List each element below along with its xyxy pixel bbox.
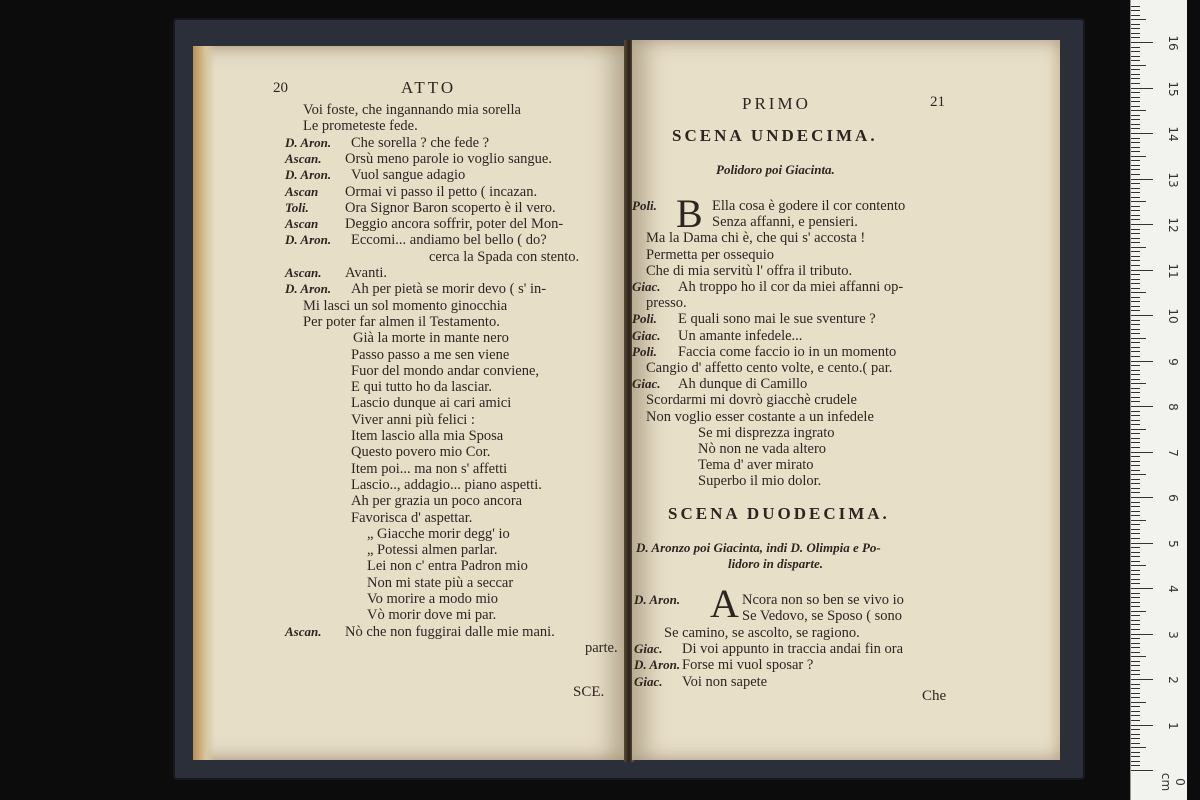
ruler-unit-label: 0 cm: [1159, 772, 1187, 792]
ruler-tick: [1131, 634, 1153, 635]
ruler-tick: [1131, 533, 1140, 534]
ruler-tick: [1131, 133, 1153, 134]
ruler-tick: [1131, 479, 1140, 480]
ruler-tick: [1131, 83, 1140, 84]
verse-line: Di voi appunto in traccia andai fin ora: [682, 640, 904, 657]
verse-line: Eccomi... andiamo bel bello ( do?: [351, 232, 547, 249]
ruler-tick: [1131, 110, 1146, 111]
ruler-tick: [1131, 511, 1140, 512]
verse-line: parte.: [585, 639, 618, 656]
verse-line: Mi lasci un sol momento ginocchia: [303, 297, 508, 314]
ruler-tick: [1131, 465, 1140, 466]
ruler-tick: [1131, 347, 1140, 348]
ruler-number: 14: [1166, 126, 1180, 142]
verse-line: Nò non ne vada altero: [698, 441, 827, 457]
drop-cap-b: B: [676, 191, 703, 236]
ruler-tick: [1131, 37, 1140, 38]
ruler-tick: [1131, 424, 1140, 425]
ruler-tick: [1131, 6, 1140, 7]
verse-line: presso.: [646, 295, 687, 312]
ruler-tick: [1131, 442, 1140, 443]
ruler-tick: [1131, 711, 1140, 712]
ruler-tick: [1131, 201, 1146, 202]
ruler-tick: [1131, 247, 1146, 248]
ruler-tick: [1131, 24, 1140, 25]
ruler-tick: [1131, 665, 1140, 666]
ruler-tick: [1131, 388, 1140, 389]
ruler-tick: [1131, 674, 1140, 675]
verse-line: Avanti.: [345, 265, 388, 281]
ruler-number: 11: [1166, 262, 1180, 279]
ruler-tick: [1131, 219, 1140, 220]
speaker-label: Toli.: [285, 199, 309, 215]
ruler-number: 10: [1166, 308, 1180, 324]
catchword-left: SCE.: [573, 684, 605, 700]
verse-line: Voi non sapete: [682, 673, 768, 690]
ruler-number: 6: [1166, 494, 1180, 502]
ruler-tick: [1131, 183, 1140, 184]
ruler-tick: [1131, 738, 1140, 739]
measuring-ruler: [1130, 0, 1187, 800]
verse-line: Fuor del mondo andar conviene,: [351, 362, 540, 379]
ruler-tick: [1131, 556, 1140, 557]
verse-line: Ah per pietà se morir devo ( s' in-: [351, 281, 547, 298]
ruler-tick: [1131, 15, 1140, 16]
ruler-tick: [1131, 725, 1153, 726]
ruler-tick: [1131, 438, 1140, 439]
ruler-tick: [1131, 688, 1140, 689]
verse-line: Lei non c' entra Padron mio: [367, 558, 528, 575]
speaker-label: D. Aron.: [285, 167, 332, 183]
ruler-tick: [1131, 470, 1140, 471]
ruler-tick: [1131, 406, 1153, 407]
ruler-tick: [1131, 147, 1140, 148]
ruler-tick: [1131, 579, 1140, 580]
ruler-tick: [1131, 515, 1140, 516]
speaker-label: Ascan.: [285, 265, 322, 280]
verse-line: Le prometeste fede.: [303, 118, 418, 135]
ruler-number: 5: [1166, 539, 1180, 548]
ruler-number: 7: [1166, 448, 1180, 457]
catchword-right: Che: [922, 688, 947, 704]
verse-line: Lascio dunque ai cari amici: [351, 395, 512, 412]
verse-line: Non mi state più a seccar: [367, 574, 514, 591]
ruler-tick: [1131, 397, 1140, 398]
ruler-tick: [1131, 74, 1140, 75]
ruler-tick: [1131, 629, 1140, 630]
ruler-tick: [1131, 69, 1140, 70]
ruler-tick: [1131, 706, 1140, 707]
ruler-tick: [1131, 288, 1140, 289]
ruler-tick: [1131, 78, 1140, 79]
ruler-tick: [1131, 229, 1140, 230]
ruler-tick: [1131, 42, 1153, 43]
speaker-label: Giac.: [632, 279, 661, 294]
running-header-left: ATTO: [401, 78, 457, 97]
ruler-tick: [1131, 611, 1146, 612]
ruler-number: 2: [1166, 676, 1180, 684]
ruler-tick: [1131, 447, 1140, 448]
ruler-tick: [1131, 233, 1140, 234]
ruler-tick: [1131, 256, 1140, 257]
ruler-tick: [1131, 151, 1140, 152]
ruler-tick: [1131, 661, 1140, 662]
ruler-tick: [1131, 292, 1146, 293]
verse-line: Vuol sangue adagio: [351, 167, 466, 184]
verse-line: Già la morte in mante nero: [353, 330, 509, 347]
ruler-tick: [1131, 215, 1140, 216]
speaker-label: Poli.: [632, 311, 657, 327]
ruler-tick: [1131, 747, 1146, 748]
drop-cap-a: A: [710, 581, 739, 626]
speaker-label: Giac.: [634, 673, 663, 689]
ruler-tick: [1131, 260, 1140, 261]
ruler-tick: [1131, 242, 1140, 243]
verse-line: Ah per grazia un poco ancora: [351, 493, 523, 510]
ruler-tick: [1131, 92, 1140, 93]
ruler-tick: [1131, 119, 1140, 120]
verse-line: Se camino, se ascolto, se ragiono.: [664, 624, 860, 641]
verse-line: Forse mi vuol sposar ?: [682, 657, 814, 674]
ruler-tick: [1131, 310, 1140, 311]
verse-line: Item poi... ma non s' affetti: [351, 460, 508, 477]
speaker-label: Giac.: [634, 640, 663, 656]
verse-line: Ma la Dama chi è, che qui s' accosta !: [646, 230, 866, 247]
ruler-tick: [1131, 583, 1140, 584]
ruler-tick: [1131, 574, 1140, 575]
ruler-tick: [1131, 142, 1140, 143]
ruler-tick: [1131, 756, 1140, 757]
speaker-label: D. Aron.: [285, 281, 332, 297]
page-number-right: 21: [930, 94, 945, 110]
speaker-label: D. Aron.: [285, 134, 332, 150]
ruler-tick: [1131, 169, 1140, 170]
verse-line: Ncora non so ben se vivo io: [742, 592, 904, 608]
verse-line: Un amante infedele...: [678, 327, 803, 344]
speaker-label: Ascan.: [285, 150, 322, 166]
scene-cast-duodecima-2: lidoro in disparte.: [728, 556, 823, 571]
ruler-tick: [1131, 270, 1153, 271]
verse-line: Se mi disprezza ingrato: [698, 424, 835, 441]
ruler-tick: [1131, 165, 1140, 166]
ruler-tick: [1131, 652, 1140, 653]
ruler-number: 16: [1166, 35, 1180, 51]
ruler-number: 3: [1166, 630, 1180, 639]
ruler-tick: [1131, 306, 1140, 307]
speaker-label: Poli.: [632, 198, 657, 213]
ruler-tick: [1131, 106, 1140, 107]
ruler-tick: [1131, 401, 1140, 402]
speaker-label: Poli.: [632, 343, 657, 359]
ruler-tick: [1131, 743, 1140, 744]
ruler-tick: [1131, 638, 1140, 639]
ruler-tick: [1131, 174, 1140, 175]
ruler-tick: [1131, 210, 1140, 211]
ruler-tick: [1131, 474, 1146, 475]
speaker-label: Giac.: [632, 327, 661, 343]
ruler-tick: [1131, 128, 1140, 129]
speaker-label: Ascan.: [285, 623, 322, 639]
verse-line: Ah troppo ho il cor da miei affanni op-: [678, 279, 904, 295]
ruler-tick: [1131, 415, 1140, 416]
ruler-tick: [1131, 370, 1140, 371]
ruler-tick: [1131, 729, 1140, 730]
ruler-tick: [1131, 456, 1140, 457]
ruler-tick: [1131, 51, 1140, 52]
ruler-tick: [1131, 497, 1153, 498]
ruler-tick: [1131, 620, 1140, 621]
ruler-tick: [1131, 238, 1140, 239]
ruler-number: 9: [1166, 357, 1180, 366]
verse-line: Non voglio esser costante a un infedele: [646, 408, 874, 425]
ruler-tick: [1131, 565, 1146, 566]
ruler-number: 1: [1166, 721, 1180, 730]
ruler-tick: [1131, 643, 1140, 644]
ruler-tick: [1131, 411, 1140, 412]
scene-cast-duodecima: D. Aronzo poi Giacinta, indi D. Olimpia e Po-: [636, 540, 881, 555]
verse-line: Ah dunque di Camillo: [678, 376, 808, 393]
verse-line: Nò che non fuggirai dalle mie mani.: [345, 623, 555, 640]
ruler-number: 12: [1166, 217, 1180, 233]
ruler-tick: [1131, 715, 1140, 716]
ruler-number: 13: [1166, 171, 1180, 188]
verse-line: Scordarmi mi dovrò giacchè crudele: [646, 392, 857, 409]
speaker-label: D. Aron.: [285, 232, 332, 248]
ruler-tick: [1131, 324, 1140, 325]
ruler-tick: [1131, 543, 1153, 544]
ruler-tick: [1131, 192, 1140, 193]
verse-line: Passo passo a me sen viene: [351, 346, 510, 363]
ruler-tick: [1131, 329, 1140, 330]
ruler-tick: [1131, 461, 1140, 462]
verse-line: E qui tutto ho da lasciar.: [351, 379, 492, 396]
ruler-tick: [1131, 492, 1140, 493]
verse-line: Ormai vi passo il petto ( incazan.: [345, 183, 538, 200]
ruler-tick: [1131, 56, 1140, 57]
ruler-tick: [1131, 602, 1140, 603]
speaker-label: D. Aron.: [634, 657, 681, 673]
ruler-tick: [1131, 47, 1140, 48]
running-header-right: PRIMO: [742, 94, 811, 113]
ruler-tick: [1131, 188, 1140, 189]
ruler-tick: [1131, 452, 1153, 453]
scene-title-duodecima: SCENA DUODECIMA.: [668, 504, 890, 523]
ruler-tick: [1131, 606, 1140, 607]
speaker-label: D. Aron.: [634, 592, 681, 607]
ruler-tick: [1131, 761, 1140, 762]
verse-line: „ Giacche morir degg' io: [367, 525, 510, 542]
ruler-tick: [1131, 279, 1140, 280]
ruler-tick: [1131, 524, 1140, 525]
ruler-tick: [1131, 138, 1140, 139]
ruler-tick: [1131, 320, 1140, 321]
ruler-tick: [1131, 679, 1153, 680]
ruler-tick: [1131, 265, 1140, 266]
verse-line: Faccia come faccio io in un momento: [678, 343, 897, 360]
verse-line: Lascio.., addagio... piano aspetti.: [351, 476, 542, 493]
verse-line: cerca la Spada con stento.: [429, 248, 580, 265]
ruler-number: 15: [1166, 80, 1180, 97]
ruler-tick: [1131, 720, 1140, 721]
speaker-label: Ascan: [285, 216, 319, 232]
speaker-label: Ascan: [285, 183, 319, 199]
ruler-tick: [1131, 342, 1140, 343]
ruler-tick: [1131, 597, 1140, 598]
ruler-tick: [1131, 656, 1146, 657]
ruler-tick: [1131, 420, 1140, 421]
ruler-tick: [1131, 251, 1140, 252]
ruler-tick: [1131, 365, 1140, 366]
ruler-tick: [1131, 588, 1153, 589]
ruler-tick: [1131, 529, 1140, 530]
ruler-tick: [1131, 647, 1140, 648]
ruler-tick: [1131, 392, 1140, 393]
verse-line: Item lascio alla mia Sposa: [351, 428, 504, 444]
ruler-tick: [1131, 538, 1140, 539]
ruler-tick: [1131, 547, 1140, 548]
ruler-number: 8: [1166, 403, 1180, 411]
ruler-tick: [1131, 65, 1146, 66]
ruler-tick: [1131, 33, 1140, 34]
ruler-tick: [1131, 361, 1153, 362]
verse-line: Orsù meno parole io voglio sangue.: [345, 150, 552, 167]
ruler-tick: [1131, 297, 1140, 298]
ruler-tick: [1131, 433, 1140, 434]
verse-line: Superbo il mio dolor.: [698, 473, 822, 490]
ruler-tick: [1131, 197, 1140, 198]
verse-line: Senza affanni, e pensieri.: [712, 214, 858, 231]
ruler-tick: [1131, 115, 1140, 116]
ruler-tick: [1131, 206, 1140, 207]
ruler-tick: [1131, 670, 1140, 671]
ruler-tick: [1131, 19, 1146, 20]
ruler-tick: [1131, 374, 1140, 375]
scene-cast-undecima: Polidoro poi Giacinta.: [716, 162, 835, 177]
ruler-tick: [1131, 684, 1140, 685]
ruler-tick: [1131, 520, 1146, 521]
ruler-tick: [1131, 315, 1153, 316]
ruler-tick: [1131, 383, 1146, 384]
scene-title-undecima: SCENA UNDECIMA.: [672, 126, 878, 145]
verse-line: Che sorella ? che fede ?: [351, 134, 490, 151]
ruler-tick: [1131, 429, 1146, 430]
ruler-tick: [1131, 615, 1140, 616]
ruler-tick: [1131, 28, 1140, 29]
verse-line: Favorisca d' aspettar.: [351, 509, 473, 526]
verse-line: Questo povero mio Cor.: [351, 444, 491, 461]
ruler-tick: [1131, 156, 1146, 157]
ruler-tick: [1131, 88, 1153, 89]
ruler-number: 4: [1166, 585, 1180, 593]
verse-line: Cangio d' affetto cento volte, e cento.( par.: [646, 360, 893, 376]
ruler-tick: [1131, 734, 1140, 735]
verse-line: Vò morir dove mi par.: [367, 607, 497, 624]
ruler-tick: [1131, 502, 1140, 503]
ruler-tick: [1131, 124, 1140, 125]
verse-line: Deggio ancora soffrir, poter del Mon-: [345, 216, 564, 233]
verse-line: Se Vedovo, se Sposo ( sono: [742, 608, 903, 625]
ruler-tick: [1131, 693, 1140, 694]
ruler-tick: [1131, 483, 1140, 484]
ruler-tick: [1131, 97, 1140, 98]
ruler-tick: [1131, 301, 1140, 302]
verse-line: Permetta per ossequio: [646, 246, 775, 263]
verse-line: Tema d' aver mirato: [698, 457, 814, 474]
ruler-tick: [1131, 60, 1140, 61]
verse-line: Viver anni più felici :: [351, 411, 475, 428]
ruler-tick: [1131, 333, 1140, 334]
verse-line: „ Potessi almen parlar.: [367, 542, 498, 559]
ruler-tick: [1131, 351, 1140, 352]
page-number-left: 20: [273, 80, 288, 96]
ruler-tick: [1131, 561, 1140, 562]
ruler-tick: [1131, 274, 1140, 275]
ruler-tick: [1131, 338, 1146, 339]
ruler-tick: [1131, 160, 1140, 161]
ruler-tick: [1131, 770, 1153, 771]
ruler-tick: [1131, 179, 1153, 180]
verse-line: Ella cosa è godere il cor contento: [712, 198, 906, 214]
verse-line: Vo morire a modo mio: [367, 591, 499, 607]
ruler-tick: [1131, 224, 1153, 225]
left-page: [193, 46, 625, 760]
verse-line: Per poter far almen il Testamento.: [303, 313, 500, 330]
ruler-tick: [1131, 702, 1146, 703]
ruler-tick: [1131, 506, 1140, 507]
ruler-tick: [1131, 488, 1140, 489]
verse-line: Ora Signor Baron scoperto è il vero.: [345, 199, 556, 216]
ruler-tick: [1131, 752, 1140, 753]
ruler-tick: [1131, 379, 1140, 380]
ruler-tick: [1131, 624, 1140, 625]
ruler-tick: [1131, 283, 1140, 284]
ruler-tick: [1131, 765, 1140, 766]
ruler-tick: [1131, 10, 1140, 11]
ruler-tick: [1131, 101, 1140, 102]
ruler-tick: [1131, 356, 1140, 357]
verse-line: Voi foste, che ingannando mia sorella: [303, 102, 521, 118]
ruler-tick: [1131, 593, 1140, 594]
speaker-label: Giac.: [632, 376, 661, 392]
right-page: [632, 40, 1060, 760]
ruler-tick: [1131, 570, 1140, 571]
ruler-tick: [1131, 552, 1140, 553]
verse-line: Che di mia servitù l' offra il tributo.: [646, 262, 853, 279]
ruler-tick: [1131, 697, 1140, 698]
verse-line: E quali sono mai le sue sventure ?: [678, 311, 876, 328]
